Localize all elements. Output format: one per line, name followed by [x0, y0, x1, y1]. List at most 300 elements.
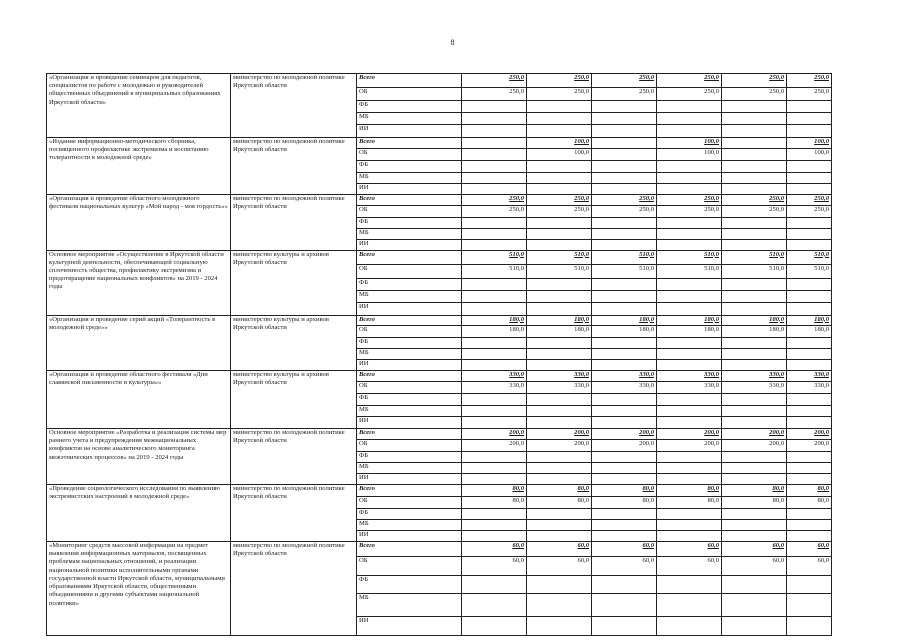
- funding-source: ФБ: [357, 101, 462, 113]
- amount-cell: 80,0: [787, 485, 832, 497]
- amount-cell: [592, 509, 657, 520]
- amount-cell: [527, 338, 592, 349]
- amount-cell: [592, 125, 657, 138]
- amount-cell: [527, 173, 592, 184]
- amount-cell: [462, 229, 527, 240]
- amount-cell: [527, 531, 592, 542]
- table-row: [47, 195, 832, 206]
- funding-source: МБ: [357, 520, 462, 531]
- amount-cell: 60,0: [787, 557, 832, 576]
- amount-cell: [462, 406, 527, 417]
- amount-cell: [527, 290, 592, 302]
- amount-cell: [722, 617, 787, 636]
- amount-cell: [657, 417, 722, 429]
- amount-cell: [592, 576, 657, 594]
- amount-cell: [592, 360, 657, 371]
- amount-cell: [592, 520, 657, 531]
- amount-cell: [657, 594, 722, 617]
- amount-cell: [722, 417, 787, 429]
- activity-name: «Организация и проведение областного молодежного фестиваля национальных культур «Мой народ - моя гордость»»: [47, 195, 231, 251]
- funding-source: Всего: [357, 195, 462, 206]
- table-row: [47, 485, 832, 497]
- amount-cell: 80,0: [527, 485, 592, 497]
- amount-cell: 80,0: [592, 485, 657, 497]
- amount-cell: 200,0: [527, 429, 592, 440]
- activity-name: «Издание информационно-методического сборника, посвященного профилактике экстремизма и воспитанию толерантности в молодежной среде»: [47, 138, 231, 195]
- amount-cell: 100,0: [657, 149, 722, 161]
- amount-cell: 330,0: [787, 382, 832, 394]
- amount-cell: [722, 173, 787, 184]
- amount-cell: [592, 474, 657, 485]
- amount-cell: 100,0: [527, 138, 592, 149]
- amount-cell: 60,0: [722, 542, 787, 557]
- amount-cell: 80,0: [657, 485, 722, 497]
- amount-cell: [787, 278, 832, 290]
- amount-cell: [787, 113, 832, 125]
- amount-cell: [787, 338, 832, 349]
- executor: министерство по молодежной политике Иркутской области: [231, 138, 357, 195]
- amount-cell: 250,0: [722, 74, 787, 88]
- amount-cell: [462, 394, 527, 406]
- amount-cell: 60,0: [462, 557, 527, 576]
- executor: министерство по молодежной политике Иркутской области: [231, 195, 357, 251]
- amount-cell: [722, 149, 787, 161]
- amount-cell: 250,0: [527, 206, 592, 218]
- funding-source: ОБ: [357, 382, 462, 394]
- amount-cell: [722, 360, 787, 371]
- amount-cell: [462, 184, 527, 195]
- amount-cell: 250,0: [527, 74, 592, 88]
- table-row: [47, 542, 832, 557]
- amount-cell: [722, 394, 787, 406]
- amount-cell: [462, 338, 527, 349]
- amount-cell: 200,0: [787, 429, 832, 440]
- amount-cell: 250,0: [527, 195, 592, 206]
- amount-cell: [527, 509, 592, 520]
- amount-cell: 80,0: [462, 485, 527, 497]
- amount-cell: [527, 278, 592, 290]
- amount-cell: [787, 173, 832, 184]
- amount-cell: [787, 509, 832, 520]
- amount-cell: 180,0: [722, 326, 787, 338]
- funding-source: МБ: [357, 173, 462, 184]
- amount-cell: 60,0: [722, 557, 787, 576]
- amount-cell: [787, 474, 832, 485]
- amount-cell: [592, 229, 657, 240]
- amount-cell: [462, 474, 527, 485]
- amount-cell: [657, 101, 722, 113]
- funding-source: МБ: [357, 113, 462, 125]
- amount-cell: 200,0: [787, 440, 832, 452]
- activity-name: «Организация и проведение областного фестиваля «Дни славянской письменности и культуры»»: [47, 371, 231, 429]
- funding-source: ОБ: [357, 440, 462, 452]
- amount-cell: [462, 125, 527, 138]
- funding-source: ИИ: [357, 531, 462, 542]
- amount-cell: 510,0: [527, 250, 592, 264]
- amount-cell: [787, 218, 832, 229]
- amount-cell: 200,0: [462, 429, 527, 440]
- amount-cell: [787, 520, 832, 531]
- amount-cell: [722, 113, 787, 125]
- amount-cell: [462, 417, 527, 429]
- amount-cell: 510,0: [462, 250, 527, 264]
- amount-cell: [462, 149, 527, 161]
- amount-cell: [462, 302, 527, 315]
- amount-cell: [462, 452, 527, 463]
- funding-source: ОБ: [357, 264, 462, 278]
- executor: министерство культуры и архивов Иркутской области: [231, 315, 357, 371]
- amount-cell: [657, 229, 722, 240]
- amount-cell: [592, 617, 657, 636]
- amount-cell: [592, 290, 657, 302]
- funding-source: ФБ: [357, 278, 462, 290]
- amount-cell: 180,0: [657, 315, 722, 326]
- amount-cell: [722, 406, 787, 417]
- amount-cell: [722, 576, 787, 594]
- amount-cell: [527, 218, 592, 229]
- funding-source: Всего: [357, 315, 462, 326]
- amount-cell: [722, 239, 787, 250]
- amount-cell: [657, 218, 722, 229]
- amount-cell: [787, 406, 832, 417]
- table-row: [47, 74, 832, 88]
- page-number: 8: [450, 38, 455, 47]
- amount-cell: [592, 302, 657, 315]
- funding-source: ИИ: [357, 617, 462, 636]
- amount-cell: 510,0: [462, 264, 527, 278]
- amount-cell: 330,0: [722, 371, 787, 382]
- amount-cell: [527, 452, 592, 463]
- amount-cell: [462, 594, 527, 617]
- amount-cell: [592, 149, 657, 161]
- amount-cell: 330,0: [527, 382, 592, 394]
- amount-cell: [787, 290, 832, 302]
- executor: министерство по молодежной политике Иркутской области: [231, 429, 357, 485]
- amount-cell: 330,0: [657, 371, 722, 382]
- funding-source: ИИ: [357, 474, 462, 485]
- amount-cell: 250,0: [722, 206, 787, 218]
- amount-cell: [787, 417, 832, 429]
- amount-cell: 250,0: [787, 195, 832, 206]
- activity-name: «Проведение социологического исследования по выявлению экстремистских настроений в молодежной среде»: [47, 485, 231, 542]
- amount-cell: [462, 173, 527, 184]
- amount-cell: [592, 138, 657, 149]
- amount-cell: [722, 278, 787, 290]
- executor: министерство по молодежной политике Иркутской области: [231, 74, 357, 138]
- amount-cell: [657, 531, 722, 542]
- activity-name: Основное мероприятие «Осуществление в Иркутской области культурной деятельности, обеспечивающей социальную сплоченность общества, профилактику экстремизма и предотвращение национальных конфликтов» на 2019 - 2024 годы: [47, 250, 231, 315]
- amount-cell: 80,0: [527, 497, 592, 509]
- amount-cell: [592, 239, 657, 250]
- amount-cell: 510,0: [787, 250, 832, 264]
- amount-cell: [722, 184, 787, 195]
- amount-cell: [592, 349, 657, 360]
- funding-source: ИИ: [357, 239, 462, 250]
- amount-cell: [657, 474, 722, 485]
- amount-cell: [787, 101, 832, 113]
- amount-cell: 250,0: [592, 74, 657, 88]
- amount-cell: [722, 290, 787, 302]
- amount-cell: [722, 229, 787, 240]
- amount-cell: 200,0: [657, 429, 722, 440]
- amount-cell: [527, 617, 592, 636]
- amount-cell: [722, 594, 787, 617]
- amount-cell: [527, 360, 592, 371]
- amount-cell: 510,0: [657, 250, 722, 264]
- amount-cell: 250,0: [722, 88, 787, 101]
- amount-cell: 250,0: [592, 88, 657, 101]
- amount-cell: [787, 452, 832, 463]
- funding-source: ФБ: [357, 161, 462, 173]
- table-row: [47, 138, 832, 149]
- funding-source: Всего: [357, 138, 462, 149]
- amount-cell: [722, 349, 787, 360]
- funding-source: МБ: [357, 290, 462, 302]
- funding-source: ИИ: [357, 417, 462, 429]
- amount-cell: [592, 394, 657, 406]
- amount-cell: 80,0: [722, 497, 787, 509]
- amount-cell: [657, 173, 722, 184]
- funding-source: ФБ: [357, 509, 462, 520]
- amount-cell: [527, 576, 592, 594]
- amount-cell: [657, 406, 722, 417]
- amount-cell: 80,0: [722, 485, 787, 497]
- amount-cell: [462, 278, 527, 290]
- amount-cell: [657, 184, 722, 195]
- amount-cell: [527, 463, 592, 474]
- table-row: [47, 371, 832, 382]
- amount-cell: 330,0: [462, 382, 527, 394]
- amount-cell: 180,0: [527, 326, 592, 338]
- amount-cell: 200,0: [722, 440, 787, 452]
- amount-cell: 180,0: [462, 326, 527, 338]
- amount-cell: [657, 576, 722, 594]
- amount-cell: [527, 520, 592, 531]
- amount-cell: 80,0: [592, 497, 657, 509]
- executor: министерство по молодежной политике Иркутской области: [231, 542, 357, 636]
- amount-cell: 250,0: [592, 195, 657, 206]
- amount-cell: [787, 463, 832, 474]
- amount-cell: 250,0: [787, 206, 832, 218]
- amount-cell: 250,0: [462, 195, 527, 206]
- amount-cell: 60,0: [657, 557, 722, 576]
- amount-cell: [592, 531, 657, 542]
- amount-cell: [787, 349, 832, 360]
- amount-cell: [592, 452, 657, 463]
- amount-cell: 200,0: [722, 429, 787, 440]
- amount-cell: [722, 452, 787, 463]
- amount-cell: 200,0: [657, 440, 722, 452]
- activity-name: «Мониторинг средств массовой информации на предмет выявления информационных материалов, посвященных проблемам национальных отношений, и реализации национальной политики исполнительными органами государственной власти Иркутской области, муниципальными образованиями Иркутской области, общественными объединениями и другими субъектами национальной политики»: [47, 542, 231, 636]
- amount-cell: [592, 218, 657, 229]
- funding-source: ОБ: [357, 497, 462, 509]
- amount-cell: 180,0: [722, 315, 787, 326]
- amount-cell: [787, 125, 832, 138]
- amount-cell: [527, 184, 592, 195]
- amount-cell: [592, 113, 657, 125]
- amount-cell: [722, 218, 787, 229]
- amount-cell: [657, 161, 722, 173]
- amount-cell: [657, 290, 722, 302]
- funding-source: ОБ: [357, 326, 462, 338]
- amount-cell: [657, 452, 722, 463]
- amount-cell: [787, 161, 832, 173]
- amount-cell: [462, 531, 527, 542]
- amount-cell: 510,0: [592, 250, 657, 264]
- amount-cell: [787, 394, 832, 406]
- amount-cell: 250,0: [722, 195, 787, 206]
- amount-cell: 100,0: [787, 149, 832, 161]
- amount-cell: [592, 161, 657, 173]
- amount-cell: 180,0: [462, 315, 527, 326]
- amount-cell: 80,0: [787, 497, 832, 509]
- funding-source: МБ: [357, 463, 462, 474]
- amount-cell: [462, 576, 527, 594]
- funding-source: ОБ: [357, 149, 462, 161]
- funding-table: [46, 73, 832, 636]
- amount-cell: 330,0: [462, 371, 527, 382]
- amount-cell: 250,0: [787, 74, 832, 88]
- amount-cell: 250,0: [657, 88, 722, 101]
- amount-cell: [722, 302, 787, 315]
- amount-cell: [787, 576, 832, 594]
- amount-cell: [657, 394, 722, 406]
- activity-name: «Организация и проведение серий акций «Толерантность в молодежной среде»»: [47, 315, 231, 371]
- funding-source: ФБ: [357, 452, 462, 463]
- activity-name: «Организация и проведение семинаров для педагогов, специалистов по работе с молодежью и руководителей общественных объединений в муниципальных образованиях Иркутской области»: [47, 74, 231, 138]
- amount-cell: [787, 184, 832, 195]
- amount-cell: [462, 138, 527, 149]
- amount-cell: 250,0: [657, 74, 722, 88]
- funding-source: Всего: [357, 429, 462, 440]
- amount-cell: 60,0: [527, 542, 592, 557]
- amount-cell: [657, 239, 722, 250]
- amount-cell: [722, 463, 787, 474]
- amount-cell: 60,0: [592, 542, 657, 557]
- amount-cell: [462, 101, 527, 113]
- amount-cell: [722, 520, 787, 531]
- funding-source: ОБ: [357, 557, 462, 576]
- amount-cell: 250,0: [462, 74, 527, 88]
- amount-cell: 180,0: [787, 326, 832, 338]
- funding-source: МБ: [357, 349, 462, 360]
- funding-source: МБ: [357, 594, 462, 617]
- funding-source: Всего: [357, 485, 462, 497]
- amount-cell: [527, 125, 592, 138]
- amount-cell: 250,0: [657, 206, 722, 218]
- amount-cell: 510,0: [592, 264, 657, 278]
- amount-cell: [592, 406, 657, 417]
- amount-cell: 330,0: [527, 371, 592, 382]
- amount-cell: [787, 239, 832, 250]
- amount-cell: [462, 161, 527, 173]
- funding-source: ОБ: [357, 88, 462, 101]
- amount-cell: [527, 229, 592, 240]
- amount-cell: 250,0: [462, 88, 527, 101]
- amount-cell: [462, 290, 527, 302]
- amount-cell: [527, 161, 592, 173]
- amount-cell: [527, 101, 592, 113]
- amount-cell: [657, 125, 722, 138]
- amount-cell: [592, 463, 657, 474]
- amount-cell: 330,0: [722, 382, 787, 394]
- amount-cell: [722, 125, 787, 138]
- executor: министерство культуры и архивов Иркутской области: [231, 371, 357, 429]
- amount-cell: 60,0: [787, 542, 832, 557]
- amount-cell: [592, 417, 657, 429]
- amount-cell: 200,0: [462, 440, 527, 452]
- amount-cell: [657, 360, 722, 371]
- amount-cell: [527, 394, 592, 406]
- amount-cell: [462, 218, 527, 229]
- amount-cell: [592, 173, 657, 184]
- funding-source: ФБ: [357, 576, 462, 594]
- amount-cell: 60,0: [462, 542, 527, 557]
- funding-source: ИИ: [357, 360, 462, 371]
- amount-cell: [657, 349, 722, 360]
- amount-cell: [527, 406, 592, 417]
- amount-cell: [527, 302, 592, 315]
- amount-cell: [787, 229, 832, 240]
- amount-cell: [787, 594, 832, 617]
- amount-cell: 250,0: [527, 88, 592, 101]
- amount-cell: [722, 138, 787, 149]
- amount-cell: [527, 417, 592, 429]
- amount-cell: [722, 509, 787, 520]
- table-row: [47, 315, 832, 326]
- amount-cell: [462, 520, 527, 531]
- amount-cell: [657, 113, 722, 125]
- amount-cell: [722, 338, 787, 349]
- amount-cell: 250,0: [462, 206, 527, 218]
- amount-cell: 200,0: [592, 429, 657, 440]
- amount-cell: 200,0: [592, 440, 657, 452]
- amount-cell: [592, 184, 657, 195]
- funding-source: ФБ: [357, 394, 462, 406]
- amount-cell: 250,0: [657, 195, 722, 206]
- amount-cell: [527, 113, 592, 125]
- funding-source: ИИ: [357, 125, 462, 138]
- amount-cell: 60,0: [657, 542, 722, 557]
- amount-cell: 100,0: [527, 149, 592, 161]
- funding-source: МБ: [357, 229, 462, 240]
- amount-cell: 250,0: [787, 88, 832, 101]
- funding-source: ОБ: [357, 206, 462, 218]
- amount-cell: 180,0: [527, 315, 592, 326]
- funding-source: ФБ: [357, 218, 462, 229]
- amount-cell: 510,0: [722, 250, 787, 264]
- amount-cell: [592, 278, 657, 290]
- executor: министерство культуры и архивов Иркутской области: [231, 250, 357, 315]
- amount-cell: [527, 239, 592, 250]
- amount-cell: [722, 531, 787, 542]
- amount-cell: 510,0: [657, 264, 722, 278]
- amount-cell: [787, 617, 832, 636]
- amount-cell: [657, 338, 722, 349]
- amount-cell: 330,0: [592, 371, 657, 382]
- funding-source: ИИ: [357, 184, 462, 195]
- funding-source: ФБ: [357, 338, 462, 349]
- amount-cell: 510,0: [527, 264, 592, 278]
- amount-cell: [592, 338, 657, 349]
- amount-cell: 330,0: [657, 382, 722, 394]
- amount-cell: [657, 617, 722, 636]
- funding-source: Всего: [357, 250, 462, 264]
- amount-cell: 60,0: [592, 557, 657, 576]
- activity-name: Основное мероприятие «Разработка и реализация системы мер раннего учета и предупреждения межнациональных конфликтов на основе аналитического мониторинга межэтнических процессов» на 2019 - 2024 годы: [47, 429, 231, 485]
- amount-cell: 330,0: [787, 371, 832, 382]
- amount-cell: [787, 302, 832, 315]
